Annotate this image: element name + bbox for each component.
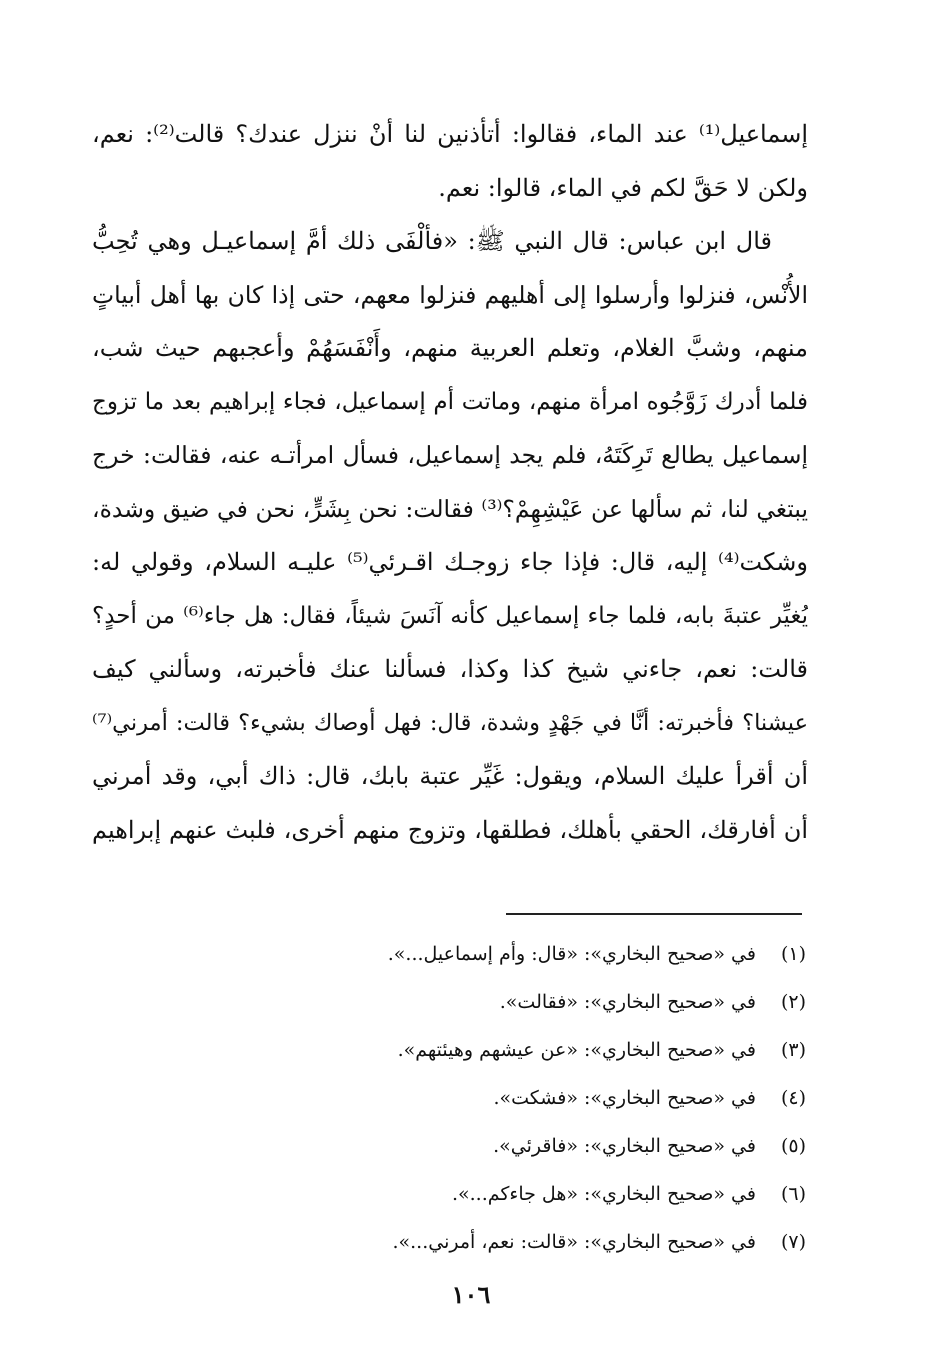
text-line: أن أقرأ عليك السلام، ويقول: غَيِّر عتبة بابك، قال: ذاك أبي، وقد أمرني (92, 762, 808, 790)
footnote (92, 1122, 806, 1170)
text-line: إسماعيل⁽¹⁾ عند الماء، فقالوا: أتأذنين لنا أنْ ننزل عندك؟ قالت⁽²⁾: نعم، (92, 120, 808, 148)
footnote-number: (٣) (780, 1039, 806, 1061)
footnote (92, 1218, 806, 1266)
footnote-number: (٦) (780, 1183, 806, 1205)
text-line: الأُنْس، فنزلوا وأرسلوا إلى أهليهم فنزلوا معهم، حتى إذا كان بها أهل أبياتٍ (92, 280, 808, 309)
footnote-text: في «صحيح البخاري»: «عن عيشهم وهيئتهم». (397, 1039, 756, 1061)
text-line: قال ابن عباس: قال النبي ﷺ: «فألْفَى ذلك أمَّ إسماعيـل وهي تُحِبُّ (92, 227, 772, 255)
footnote (92, 1170, 806, 1218)
footnote (92, 1074, 806, 1122)
footnote-text: في «صحيح البخاري»: «فقالت». (499, 991, 756, 1013)
footnotes (92, 930, 806, 1266)
footnote-number: (١) (780, 943, 806, 965)
footnote (92, 930, 806, 978)
text-line: إسماعيل يطالع تَرِكَتَهُ، فلم يجد إسماعيل، فسأل امرأتـه عنه، فقالت: خرج (92, 441, 808, 469)
text-line: يُغيِّر عتبةَ بابه، فلما جاء إسماعيل كأنه آنَسَ شيئاً، فقال: هل جاء⁽⁶⁾ من أحدٍ؟ (92, 602, 808, 629)
footnote-number: (٢) (780, 991, 806, 1013)
footnote (92, 978, 806, 1026)
footnote-number: (٧) (780, 1231, 806, 1253)
footnote-text: في «صحيح البخاري»: «هل جاءكم...». (451, 1183, 756, 1205)
text-line: قالت: نعم، جاءني شيخ كذا وكذا، فسألنا عنك فأخبرته، وسألني كيف (92, 655, 808, 683)
text-line: فلما أدرك زَوَّجُوه امرأة منهم، وماتت أم إسماعيل، فجاء إبراهيم بعد ما تزوج (92, 388, 808, 415)
main-text (92, 108, 808, 857)
footnote-number: (٤) (780, 1087, 806, 1109)
footnote-number: (٥) (780, 1135, 806, 1157)
footnote-text: في «صحيح البخاري»: «فاقرئي». (493, 1135, 756, 1157)
page-number: ١٠٦ (451, 1280, 491, 1309)
footnote-text: في «صحيح البخاري»: «قالت: نعم، أمرني...». (392, 1231, 756, 1253)
footnote-divider (506, 913, 802, 915)
text-line: وشكت⁽⁴⁾ إليه، قال: فإذا جاء زوجـك اقـرئي⁽⁵⁾ عليـه السلام، وقولي له: (92, 548, 808, 576)
text-line: ولكن لا حَقَّ لكم في الماء، قالوا: نعم. (438, 173, 808, 202)
text-line: منهم، وشبَّ الغلام، وتعلم العربية منهم، وأَنْفَسَهُمْ وأعجبهم حيث شب، (92, 334, 808, 362)
footnote-text: في «صحيح البخاري»: «قال: وأم إسماعيل...». (387, 943, 756, 965)
text-line: أن أفارقك، الحقي بأهلك، فطلقها، وتزوج منهم أخرى، فلبث عنهم إبراهيم (92, 815, 808, 844)
footnote-text: في «صحيح البخاري»: «فشكت». (493, 1087, 756, 1109)
text-line: يبتغي لنا، ثم سألها عن عَيْشِهِمْ؟⁽³⁾ فقالت: نحن بِشَرٍّ، نحن في ضيق وشدة، (92, 494, 808, 523)
footnote (92, 1026, 806, 1074)
text-line: عيشنا؟ فأخبرته: أنَّا في جَهْدٍ وشدة، قال: فهل أوصاك بشيء؟ قالت: أمرني⁽⁷⁾ (92, 709, 808, 736)
